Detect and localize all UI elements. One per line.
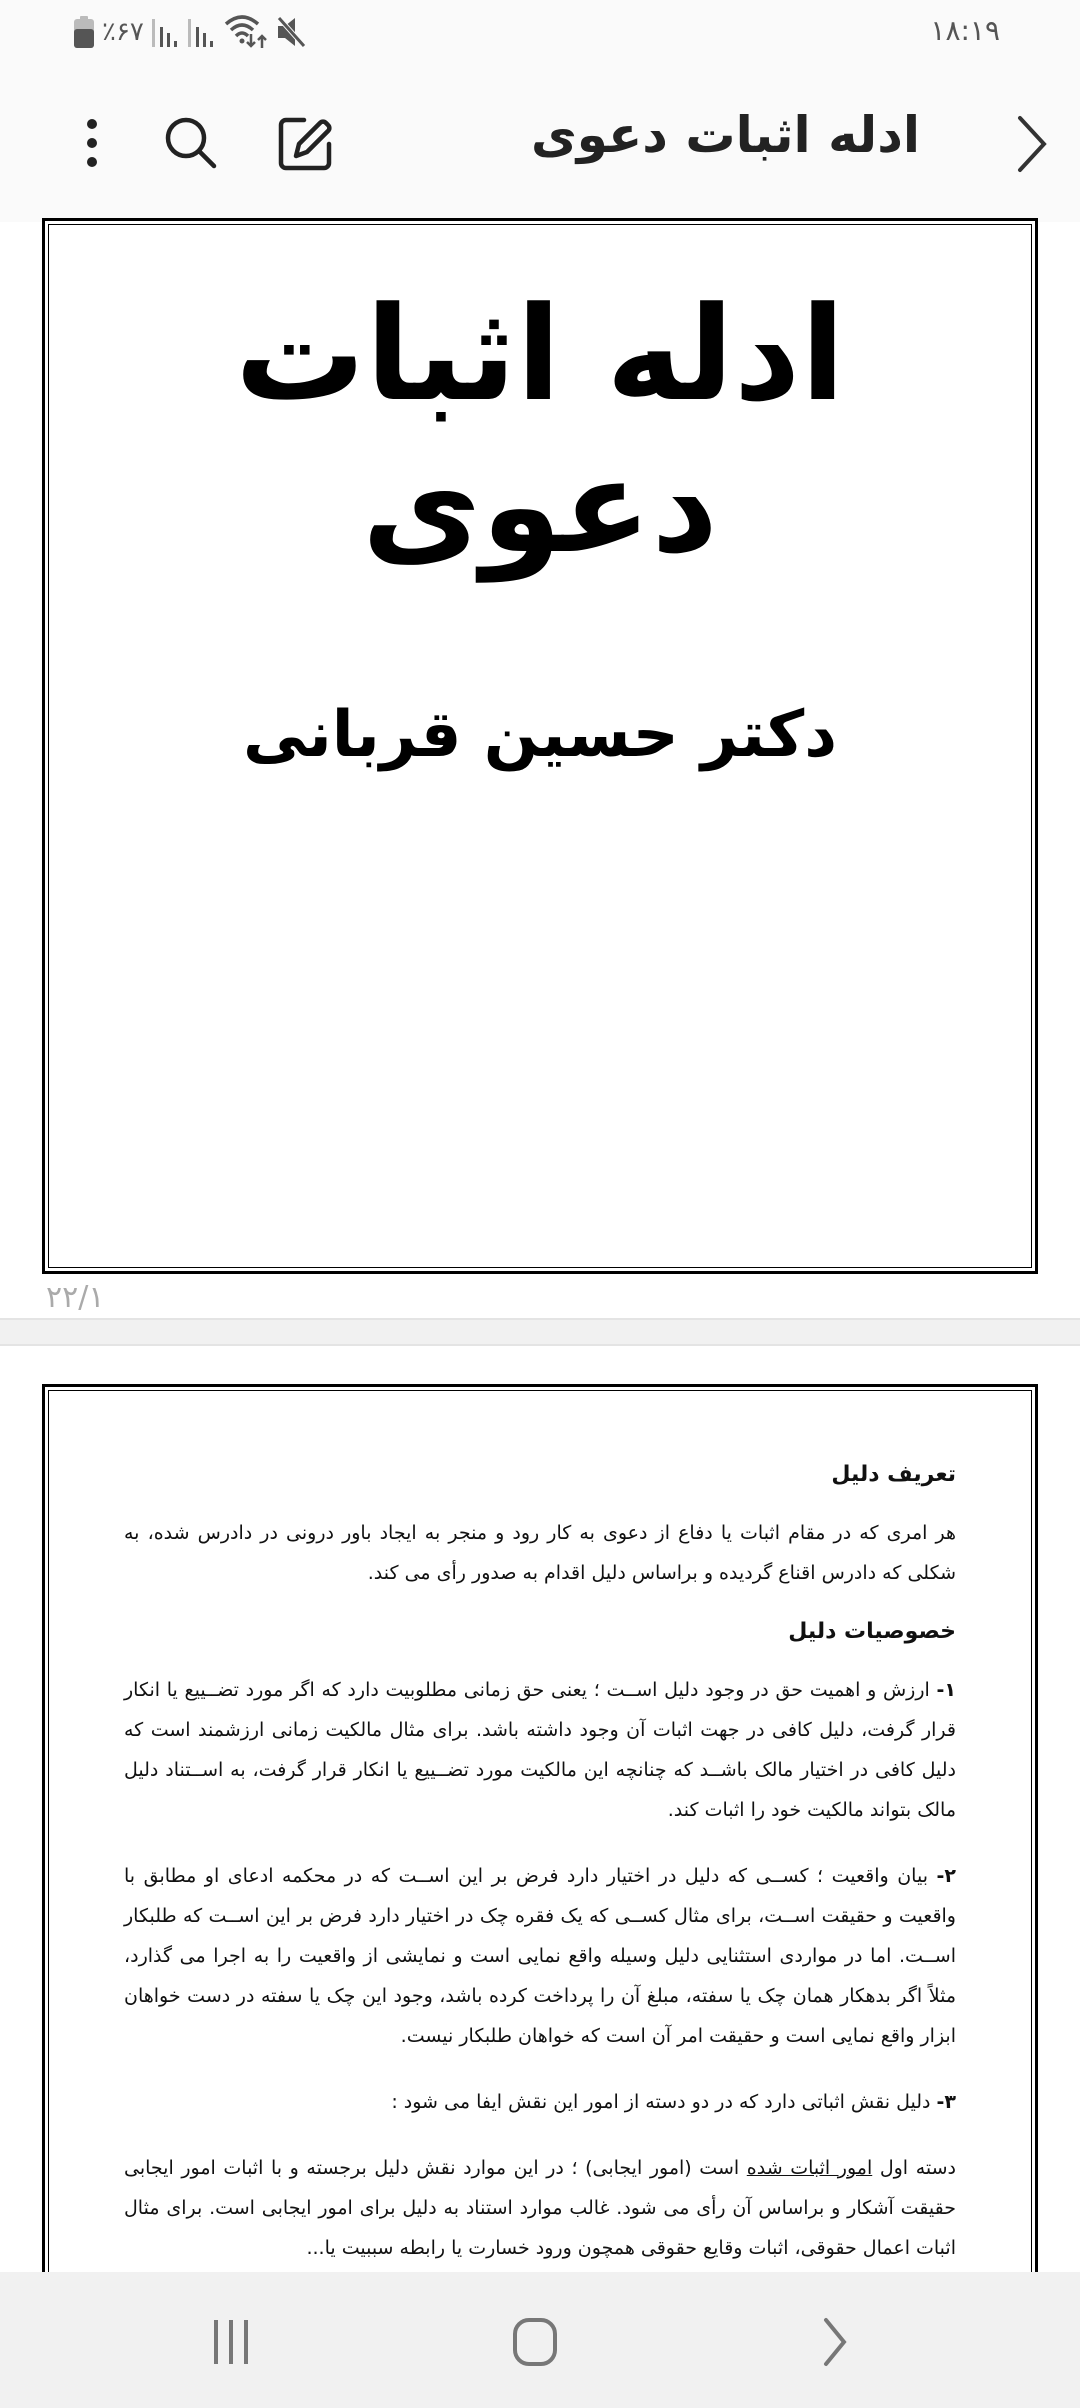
heading-features: خصوصیات دلیل (788, 1619, 956, 1644)
recent-apps-button[interactable] (196, 2312, 266, 2372)
edit-button[interactable] (276, 114, 336, 174)
wifi-data-icon (224, 14, 268, 50)
item-number: ۳- (936, 2091, 956, 2113)
item-number: ۲- (936, 1865, 956, 1887)
nav-back-button[interactable] (800, 2312, 870, 2372)
page-1 (42, 218, 1038, 1274)
signal-sim2-icon (188, 17, 216, 47)
heading-definition: تعریف دلیل (831, 1462, 956, 1487)
item-text: ارزش و اهمیت حق در وجود دلیل اســت ؛ یعنی حق زمانی مطلوبیت دارد که اگر مورد تضــییع یا انکار قرار گرفت، دلیل کافی در جهت اثبات آن وجود داشته باشد. برای مثال مالکیت زمانی ارزشمند است که دلیل کافی در اختیار مالک باشــد که چنانچه این مالکیت مورد تضــییع یا انکار قرار گرفت، به اســتناد دلیل مالک بتواند مالکیت خود را اثبات کند. (124, 1679, 956, 1821)
text-span: است (امور ایجابی) ؛ در این موارد نقش دلیل برجسته و با اثبات امور ایجابی حقیقت آشکار و براساس آن رأی می شود. غالب موارد استناد به دلیل برای امور ایجابی است. برای مثال اثبات اعمال حقوقی، اثبات وقایع حقوقی همچون ورود خسارت یا رابطه سببیت یا... (124, 2157, 956, 2259)
cover-title: ادله اثبات دعوی (234, 278, 846, 582)
more-vert-icon (72, 159, 112, 178)
cover-author: دکتر حسین قربانی (242, 698, 838, 772)
home-button[interactable] (500, 2312, 570, 2372)
recent-apps-icon (196, 2357, 266, 2376)
paragraph-first-category (124, 2148, 956, 2268)
mute-icon (276, 16, 306, 48)
page-indicator: ۲۲/۱ (46, 1280, 105, 1315)
feature-item-2 (124, 1856, 956, 2056)
app-toolbar (0, 66, 1080, 224)
battery-icon (74, 16, 94, 48)
document-viewer[interactable] (0, 222, 1080, 2272)
item-number: ۱- (936, 1679, 956, 1701)
home-icon (500, 2357, 570, 2376)
chevron-right-icon (1012, 161, 1052, 180)
clock: ۱۸:۱۹ (930, 14, 1000, 47)
search-icon (162, 159, 222, 178)
page-2-body (124, 1462, 956, 2400)
feature-item-3 (124, 2082, 956, 2122)
page-separator (0, 1318, 1080, 1346)
feature-item-1 (124, 1670, 956, 1830)
page-2 (42, 1384, 1038, 2284)
back-button[interactable] (1012, 112, 1052, 176)
signal-sim1-icon (152, 17, 180, 47)
document-title: ادله اثبات دعوی (530, 106, 920, 164)
more-options-button[interactable] (72, 114, 112, 174)
back-icon (800, 2357, 870, 2376)
item-text: دلیل نقش اثباتی دارد که در دو دسته از امور این نقش ایفا می شود : (391, 2091, 937, 2113)
system-navbar (0, 2272, 1080, 2408)
battery-percent: ٪۶۷ (102, 17, 144, 47)
text-span: دسته اول (872, 2157, 956, 2179)
underlined-text: امور اثبات شده (746, 2157, 873, 2179)
status-bar (0, 0, 1080, 66)
edit-icon (276, 159, 336, 178)
paragraph-definition: هر امری که در مقام اثبات یا دفاع از دعوی به کار رود و منجر به ایجاد باور درونی در دادرس شده، به شکلی که دادرس اقناع گردیده و براساس دلیل اقدام به صدور رأی می کند. (124, 1522, 956, 1584)
item-text: بیان واقعیت ؛ کســی که دلیل در اختیار دارد فرض بر این اســت که در محکمه ادعای او مطابق با واقعیت و حقیقت اســت، برای مثال کســی که یک فقره چک در اختیار دارد فرض بر این اســت که طلبکار اســت. اما در مواردی استثنایی دلیل وسیله واقع نمایی است و نمایشی از واقعیت را به اجرا می گذارد، مثلاً اگر بدهکار همان چک یا سفته، مبلغ آن را پرداخت کرده باشد، وجود این چک یا سفته در دست خواهان ابزار واقع نمایی است و حقیقت امر آن است که خواهان طلبکار نیست. (124, 1865, 956, 2047)
status-icons (74, 14, 306, 50)
search-button[interactable] (162, 114, 222, 174)
